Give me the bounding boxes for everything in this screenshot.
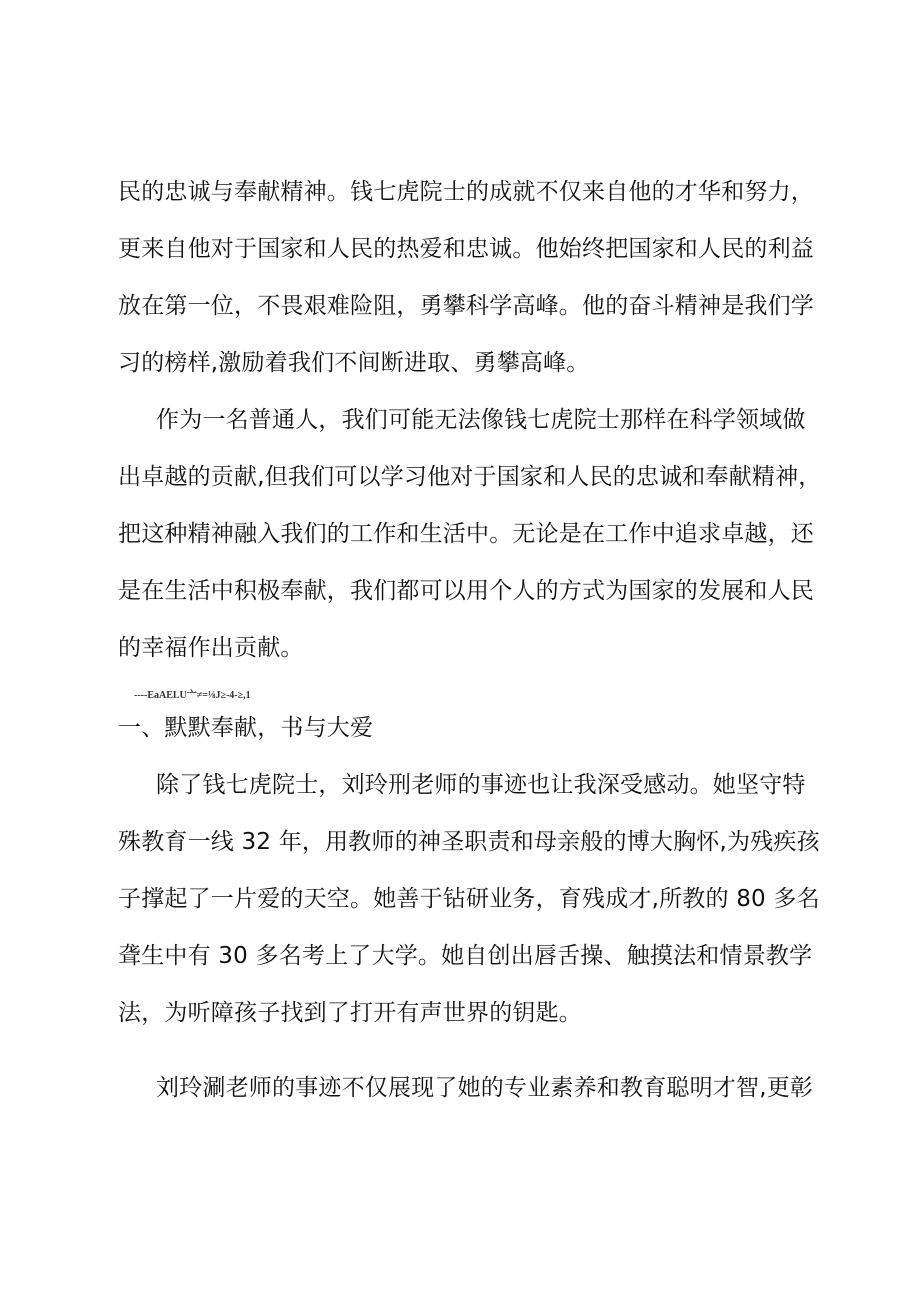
paragraph-2-line-1: 作为一名普通人，我们可能无法像钱七虎院士那样在科学领域做 xyxy=(156,407,806,433)
paragraph-1-line-4: 习的榜样,激励着我们不间断进取、勇攀高峰。 xyxy=(118,350,590,376)
paragraph-3-line-2: 殊教育一线 32 年，用教师的神圣职责和母亲般的博大胸怀,为残疾孩 xyxy=(118,829,820,855)
paragraph-3-line-5: 法，为听障孩子找到了打开有声世界的钥匙。 xyxy=(118,1000,582,1026)
paragraph-1-line-1: 民的忠诚与奉献精神。钱七虎院士的成就不仅来自他的才华和努力， xyxy=(118,179,814,205)
paragraph-3-line-4: 聋生中有 30 多名考上了大学。她自创出唇舌操、触摸法和情景教学 xyxy=(118,943,813,969)
paragraph-2-line-5: 的幸福作出贡献。 xyxy=(118,635,304,661)
paragraph-1-line-3: 放在第一位，不畏艰难险阻，勇攀科学高峰。他的奋斗精神是我们学 xyxy=(118,293,814,319)
section-heading: 一、默默奉献，书与大爱 xyxy=(118,715,374,741)
paragraph-2-line-2: 出卓越的贡献,但我们可以学习他对于国家和人民的忠诚和奉献精神， xyxy=(118,464,822,490)
paragraph-3-line-1: 除了钱七虎院士，刘玲刑老师的事迹也让我深受感动。她坚守特 xyxy=(156,772,806,798)
paragraph-3-line-3: 子撑起了一片爱的天空。她善于钻研业务，育残成才,所教的 80 多名 xyxy=(118,886,820,912)
paragraph-2-line-3: 把这种精神融入我们的工作和生活中。无论是在工作中追求卓越，还 xyxy=(118,521,814,547)
paragraph-1-line-2: 更来自他对于国家和人民的热爱和忠诚。他始终把国家和人民的利益 xyxy=(118,236,814,262)
paragraph-4-line-1: 刘玲涮老师的事迹不仅展现了她的专业素养和教育聪明才智,更彰 xyxy=(156,1075,814,1101)
artifact-text: ----EaAELU亠≠=⅛J≥-4-≥,1 xyxy=(134,690,251,701)
paragraph-2-line-4: 是在生活中积极奉献，我们都可以用个人的方式为国家的发展和人民 xyxy=(118,578,814,604)
